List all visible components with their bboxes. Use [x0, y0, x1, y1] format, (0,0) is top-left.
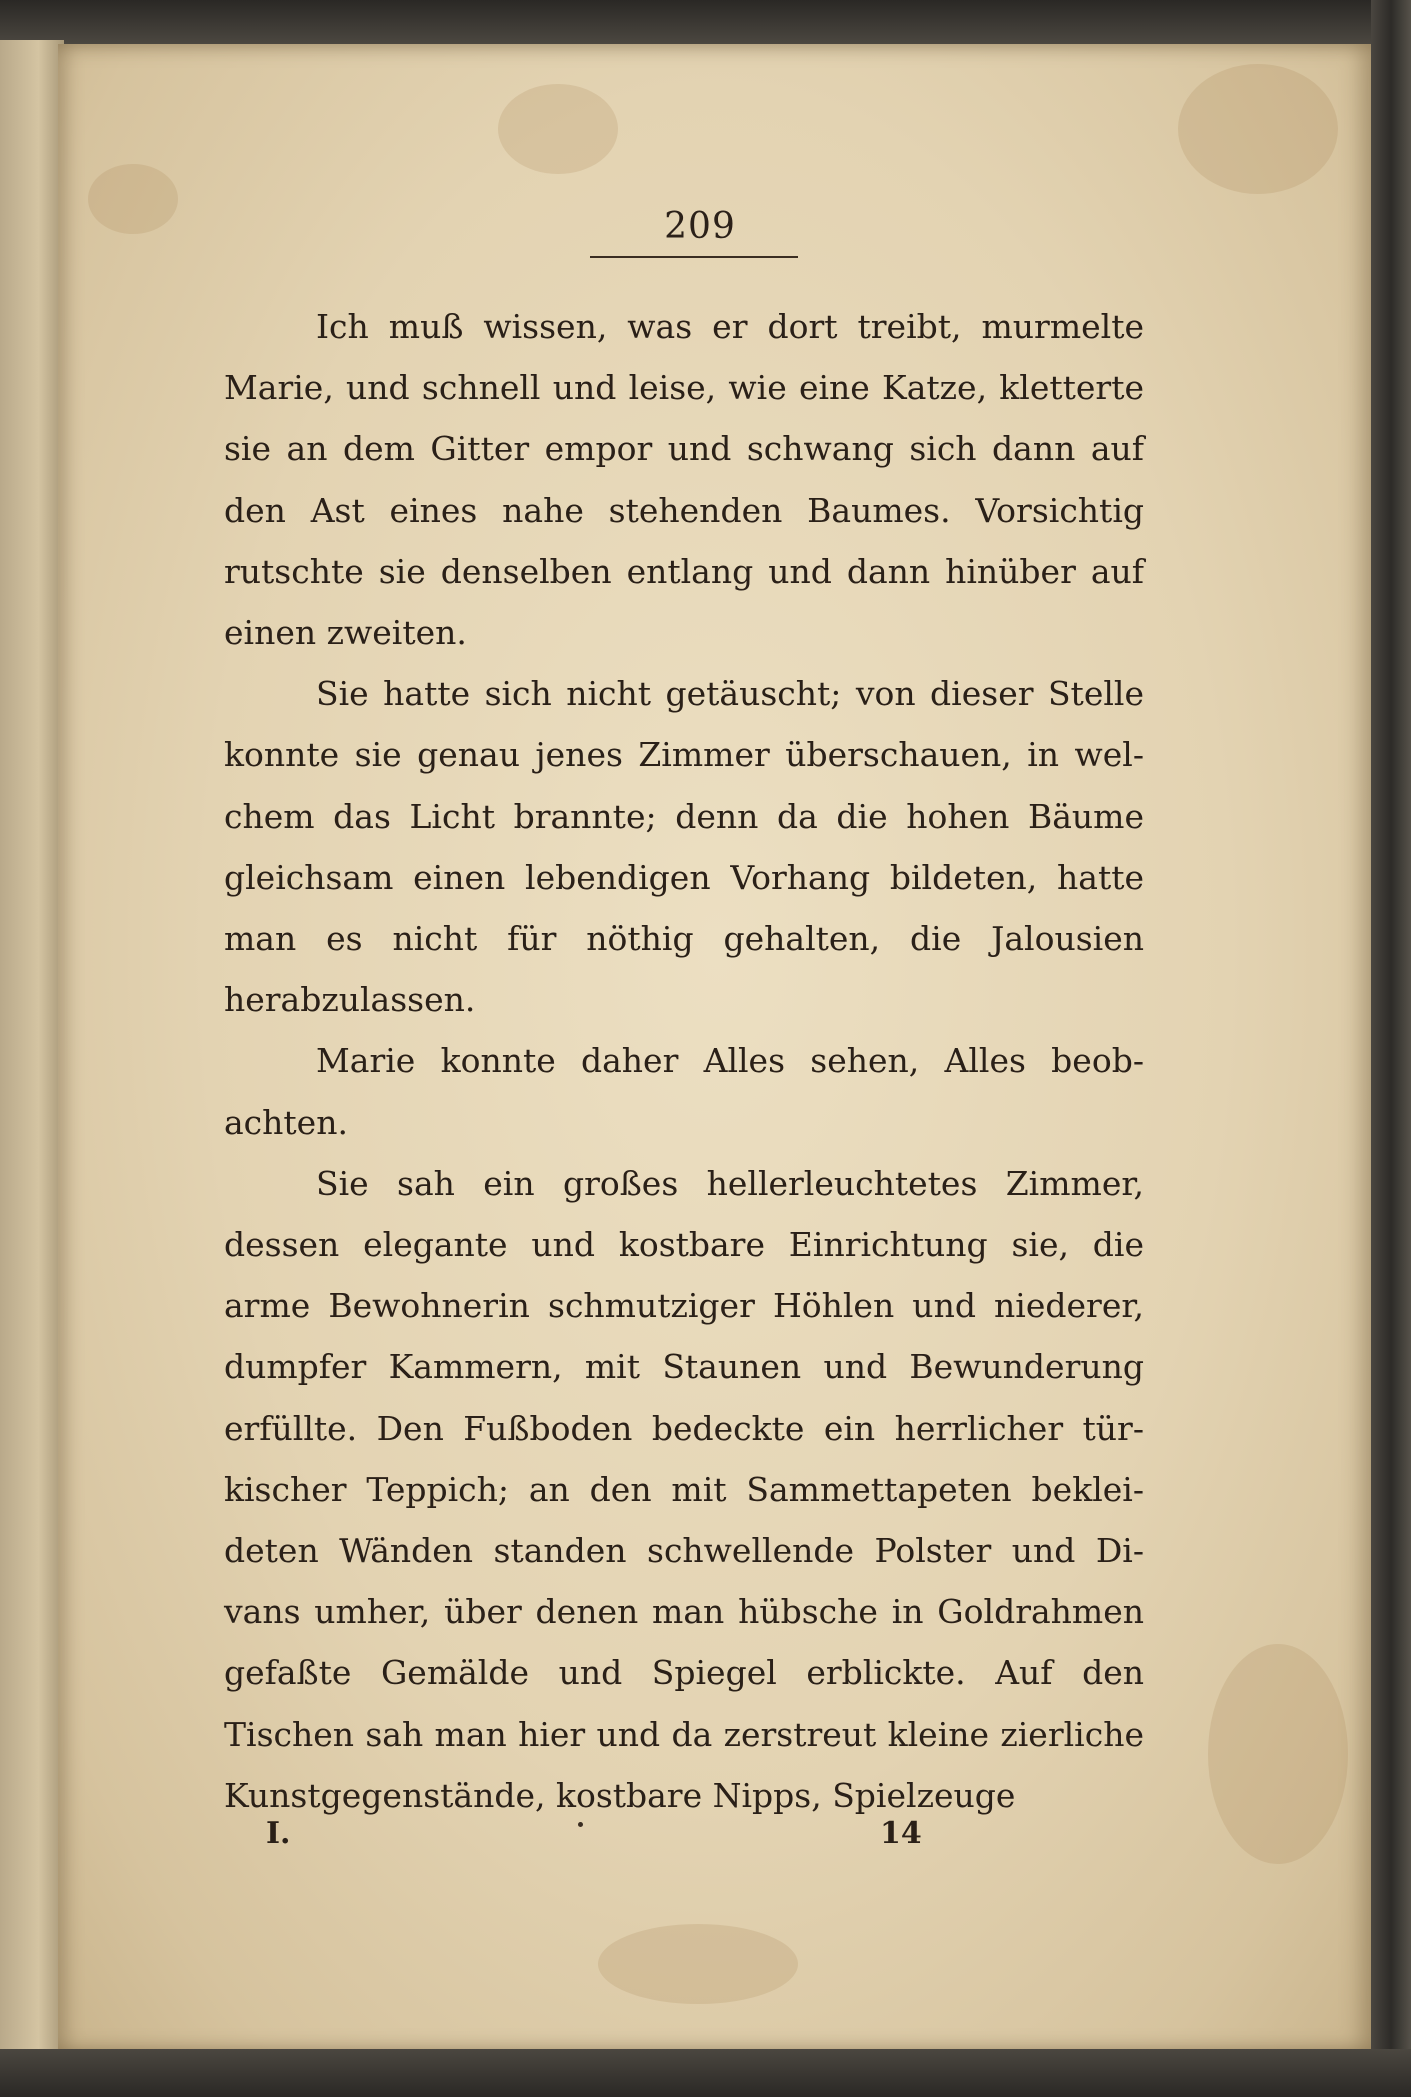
signature-number: 14: [880, 1816, 922, 1851]
book-cover-bottom-edge: [0, 2049, 1411, 2097]
paragraph: Sie sah ein großes hellerleuchtetes Zimmer, dessen elegante und kostbare Einrichtung sie, die arme Bewohnerin schmutziger Höhlen und niederer, dumpfer Kammern, mit Staunen und Bewunderung erfüllte. Den Fußboden bedeckte ein herrlicher türkischer Teppich; an den mit Sammettapeten bekleideten Wänden standen schwellende Polster und Divans umher, über denen man hübsche in Goldrahmen gefaßte Gemälde und Spiegel erblickte. Auf den Tischen sah man hier und da zerstreut kleine zierliche Kunstgegenstände, kostbare Nipps, Spielzeuge: [224, 1163, 1144, 1815]
signature-mark: I.: [266, 1816, 291, 1851]
header-rule: [590, 256, 798, 258]
foxing-stain: [498, 84, 618, 174]
previous-page-edge: [0, 40, 64, 2060]
page-number: 209: [664, 206, 736, 247]
book-binding-right: [1371, 0, 1411, 2097]
body-text: [224, 296, 1144, 1826]
printer-dot: [578, 1822, 583, 1827]
book-cover-top-edge: [0, 0, 1411, 44]
paragraph: Marie konnte daher Alles sehen, Alles beobachten.: [224, 1041, 1144, 1142]
foxing-stain: [1208, 1644, 1348, 1864]
foxing-stain: [598, 1924, 798, 2004]
foxing-stain: [88, 164, 178, 234]
paragraph: Ich muß wissen, was er dort treibt, murmelte Marie, und schnell und leise, wie eine Katze, kletterte sie an dem Gitter empor und schwang sich dann auf den Ast eines nahe stehenden Baumes. Vorsichtig rutschte sie denselben entlang und dann hinüber auf einen zweiten.: [224, 307, 1144, 653]
paragraph: Sie hatte sich nicht getäuscht; von dieser Stelle konnte sie genau jenes Zimmer überschauen, in welchem das Licht brannte; denn da die hohen Bäume gleichsam einen lebendigen Vorhang bildeten, hatte man es nicht für nöthig gehalten, die Jalousien herabzulassen.: [224, 674, 1144, 1020]
foxing-stain: [1178, 64, 1338, 194]
